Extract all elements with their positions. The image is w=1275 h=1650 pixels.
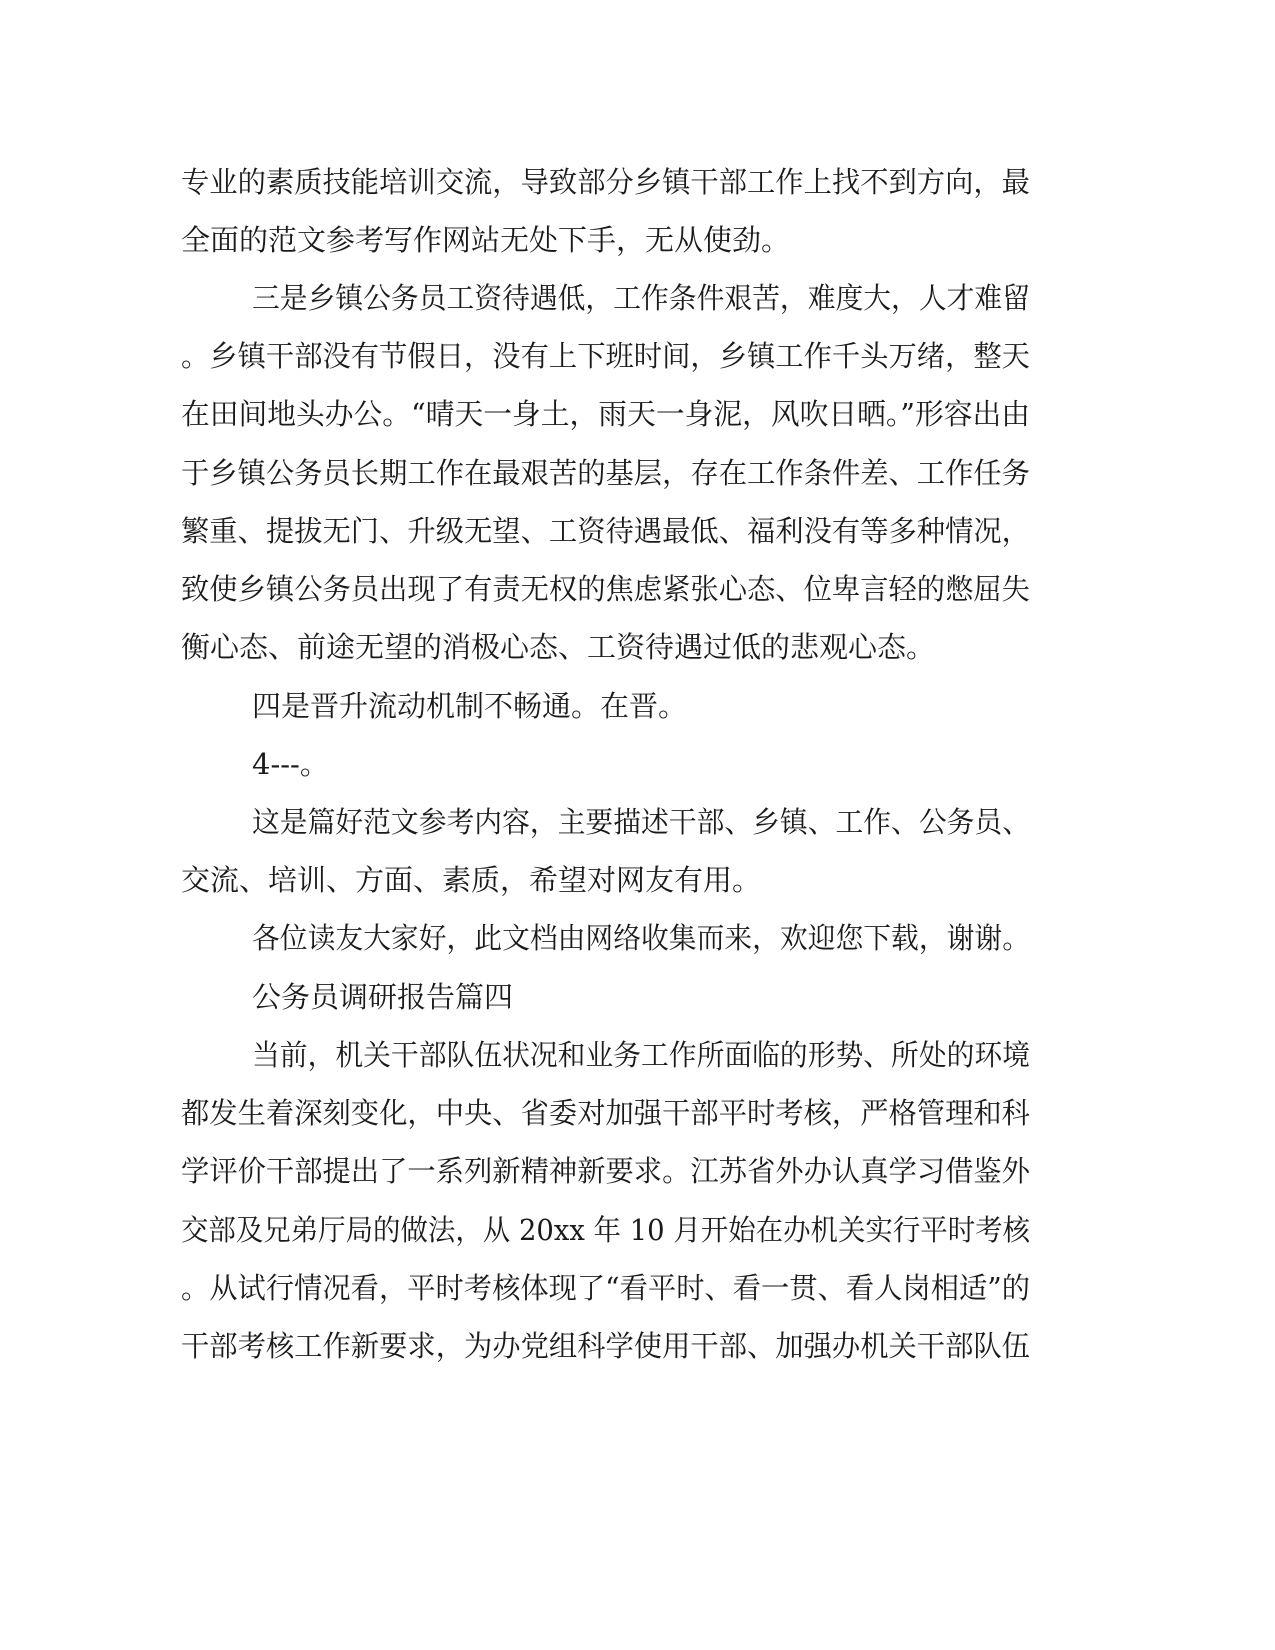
- text-line: 全面的范文参考写作网站无处下手，无从使劲。: [181, 223, 791, 257]
- text-line: 这是篇好范文参考内容，主要描述干部、乡镇、工作、公务员、: [252, 805, 1030, 839]
- section-heading: 公务员调研报告篇四: [252, 980, 514, 1014]
- text-line: 在田间地头办公。“晴天一身土，雨天一身泥，风吹日晒。”形容出由: [181, 397, 1030, 431]
- text-line: 干部考核工作新要求，为办党组科学使用干部、加强办机关干部队伍: [181, 1329, 1030, 1363]
- text-line: 于乡镇公务员长期工作在最艰苦的基层，存在工作条件差、工作任务: [181, 456, 1030, 490]
- text-line: 繁重、提拔无门、升级无望、工资待遇最低、福利没有等多种情况，: [181, 514, 1030, 548]
- text-line: 都发生着深刻变化，中央、省委对加强干部平时考核，严格管理和科: [181, 1096, 1030, 1130]
- text-line: 学评价干部提出了一系列新精神新要求。江苏省外办认真学习借鉴外: [181, 1154, 1030, 1188]
- text-line: 当前，机关干部队伍状况和业务工作所面临的形势、所处的环境: [252, 1038, 1030, 1072]
- text-line: 4---。: [252, 747, 329, 781]
- text-line: 。从试行情况看，平时考核体现了“看平时、看一贯、看人岗相适”的: [181, 1271, 1030, 1305]
- text-line: 三是乡镇公务员工资待遇低，工作条件艰苦，难度大，人才难留: [252, 281, 1030, 315]
- text-line: 交部及兄弟厅局的做法，从 20xx 年 10 月开始在办机关实行平时考核: [181, 1213, 1030, 1247]
- text-line: 各位读友大家好，此文档由网络收集而来，欢迎您下载，谢谢。: [252, 921, 1030, 955]
- text-line: 致使乡镇公务员出现了有责无权的焦虑紧张心态、位卑言轻的憋屈失: [181, 572, 1030, 606]
- text-line: 四是晋升流动机制不畅通。在晋。: [252, 689, 688, 723]
- text-line: 衡心态、前途无望的消极心态、工资待遇过低的悲观心态。: [181, 630, 936, 664]
- text-line: 专业的素质技能培训交流，导致部分乡镇干部工作上找不到方向，最: [181, 165, 1030, 199]
- text-line: 交流、培训、方面、素质，希望对网友有用。: [181, 863, 762, 897]
- text-line: 。乡镇干部没有节假日，没有上下班时间，乡镇工作千头万绪，整天: [181, 339, 1030, 373]
